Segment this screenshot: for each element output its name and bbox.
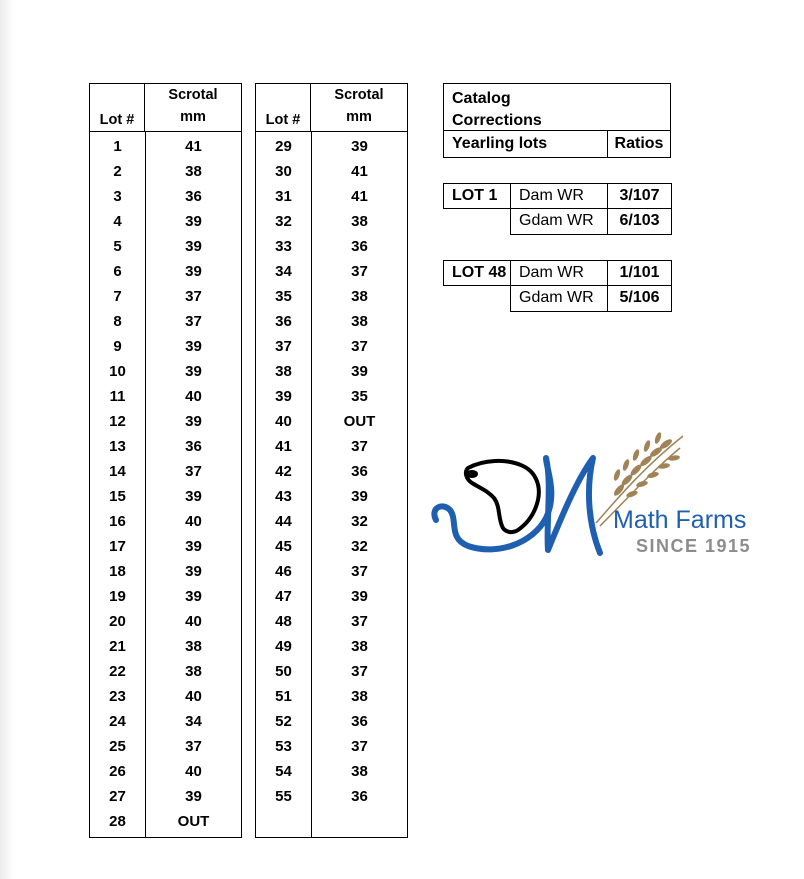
table-cell: 40 <box>185 513 202 530</box>
table-cell: 14 <box>109 463 126 480</box>
ratios-label: Ratios <box>614 135 664 152</box>
table-cell: 32 <box>275 213 292 230</box>
table-cell: 37 <box>351 738 368 755</box>
dam-wr-ratio: 1/101 <box>619 264 660 281</box>
table-cell: 32 <box>351 538 368 555</box>
table-cell: 36 <box>185 188 202 205</box>
table-cell: 36 <box>275 313 292 330</box>
dam-wr-label: Dam WR <box>511 184 608 208</box>
corrections-subheader <box>444 131 670 157</box>
table-cell: 4 <box>113 213 122 230</box>
gdam-wr-ratio: 6/103 <box>619 212 660 229</box>
corrections-title-line1: Catalog <box>452 90 511 107</box>
table-cell: 9 <box>113 338 122 355</box>
table-cell: OUT <box>177 813 210 830</box>
table-cell: 30 <box>275 163 292 180</box>
header-scrotal-mm <box>311 84 407 131</box>
table-cell: 39 <box>351 138 368 155</box>
table-cell: 15 <box>109 488 126 505</box>
lot-label: LOT 1 <box>444 184 511 208</box>
gdam-wr-ratio: 5/106 <box>619 289 660 306</box>
table-cell: 42 <box>275 463 292 480</box>
corrections-title <box>444 84 670 131</box>
table-cell: 8 <box>113 313 122 330</box>
table-cell: 37 <box>275 338 292 355</box>
table-cell: 36 <box>351 238 368 255</box>
table-cell: 40 <box>185 388 202 405</box>
table-cell: 46 <box>275 563 292 580</box>
table-cell: 37 <box>351 663 368 680</box>
table-cell: 49 <box>275 638 292 655</box>
table-cell: 5 <box>113 238 122 255</box>
table-cell: 19 <box>109 588 126 605</box>
table-cell: 34 <box>275 263 292 280</box>
correction-group-lot-1 <box>443 183 672 235</box>
table-header <box>90 84 241 132</box>
table-cell: 39 <box>185 588 202 605</box>
header-mm: mm <box>180 109 206 125</box>
table-cell: 37 <box>185 313 202 330</box>
table-cell: 35 <box>275 288 292 305</box>
table-cell: 38 <box>351 763 368 780</box>
table-cell: 38 <box>351 213 368 230</box>
table-cell: 41 <box>351 188 368 205</box>
lot-label: LOT 48 <box>444 261 511 285</box>
lot-table-right <box>255 83 408 838</box>
table-cell: 37 <box>351 338 368 355</box>
yearling-lots-label: Yearling lots <box>444 131 608 157</box>
table-cell: 23 <box>109 688 126 705</box>
table-cell: 39 <box>185 538 202 555</box>
dam-row <box>443 183 672 209</box>
scrotal-column <box>146 132 241 837</box>
table-cell: 38 <box>275 363 292 380</box>
table-cell: 11 <box>109 388 126 405</box>
table-cell: 24 <box>109 713 126 730</box>
header-scrotal-mm <box>145 84 241 131</box>
correction-group-lot-48 <box>443 260 672 312</box>
table-cell: 50 <box>275 663 292 680</box>
table-cell: 31 <box>275 188 292 205</box>
math-farms-logo <box>428 428 778 563</box>
table-cell: 12 <box>109 413 126 430</box>
table-cell: 39 <box>185 213 202 230</box>
table-cell: 53 <box>275 738 292 755</box>
table-cell: 37 <box>351 613 368 630</box>
table-cell: 17 <box>109 538 126 555</box>
table-cell: 36 <box>185 438 202 455</box>
lot-table-left <box>89 83 242 838</box>
table-cell: 41 <box>351 163 368 180</box>
table-cell: 43 <box>275 488 292 505</box>
table-cell: 55 <box>275 788 292 805</box>
table-cell: 38 <box>351 288 368 305</box>
table-cell: 2 <box>113 163 122 180</box>
table-cell: 38 <box>351 688 368 705</box>
table-cell: 37 <box>185 463 202 480</box>
table-cell: 36 <box>351 788 368 805</box>
table-cell: 51 <box>275 688 292 705</box>
dam-row <box>443 260 672 286</box>
table-cell: 37 <box>185 738 202 755</box>
table-cell: 38 <box>185 163 202 180</box>
cow-head-icon <box>466 461 539 532</box>
table-cell: 6 <box>113 263 122 280</box>
table-cell: 41 <box>185 138 202 155</box>
table-cell: 39 <box>275 388 292 405</box>
table-cell: 38 <box>185 638 202 655</box>
table-cell: 39 <box>185 363 202 380</box>
table-cell: 45 <box>275 538 292 555</box>
logo-name: Math Farms <box>613 506 747 534</box>
table-header <box>256 84 407 132</box>
lot-column <box>256 132 312 837</box>
table-cell: 39 <box>351 363 368 380</box>
table-cell: 25 <box>109 738 126 755</box>
table-cell: 7 <box>113 288 122 305</box>
table-cell: 10 <box>109 363 126 380</box>
catalog-corrections-box <box>443 83 671 158</box>
table-cell: 39 <box>185 263 202 280</box>
table-cell: 39 <box>185 488 202 505</box>
table-cell: 40 <box>185 613 202 630</box>
table-cell: 37 <box>351 263 368 280</box>
lot-column <box>90 132 146 837</box>
gdam-row <box>510 208 672 235</box>
table-cell: 38 <box>351 313 368 330</box>
table-cell: 41 <box>275 438 292 455</box>
table-cell: 20 <box>109 613 126 630</box>
table-cell: 40 <box>185 688 202 705</box>
table-cell: 39 <box>185 788 202 805</box>
table-cell: 28 <box>109 813 126 830</box>
table-cell: 3 <box>113 188 122 205</box>
table-cell: 1 <box>113 138 122 155</box>
header-scrotal: Scrotal <box>334 87 384 103</box>
table-cell: 54 <box>275 763 292 780</box>
cow-ear-icon <box>466 470 478 478</box>
table-cell: 37 <box>351 438 368 455</box>
table-cell: 48 <box>275 613 292 630</box>
dam-wr-ratio: 3/107 <box>619 187 660 204</box>
table-cell: 33 <box>275 238 292 255</box>
header-mm: mm <box>346 109 372 125</box>
dam-wr-label: Dam WR <box>511 261 608 285</box>
table-cell: 36 <box>351 713 368 730</box>
page-edge-shadow <box>0 0 14 879</box>
table-cell: 34 <box>185 713 202 730</box>
table-cell: 29 <box>275 138 292 155</box>
table-cell: 39 <box>185 238 202 255</box>
table-cell: 44 <box>275 513 292 530</box>
table-cell: 37 <box>351 563 368 580</box>
header-lot: Lot # <box>256 84 311 131</box>
corrections-title-line2: Corrections <box>452 112 542 129</box>
table-cell: 32 <box>351 513 368 530</box>
table-cell: 21 <box>109 638 126 655</box>
table-cell: 47 <box>275 588 292 605</box>
table-cell: 13 <box>109 438 126 455</box>
scrotal-column <box>312 132 407 837</box>
table-cell: 26 <box>109 763 126 780</box>
table-cell: 38 <box>351 638 368 655</box>
table-cell: 52 <box>275 713 292 730</box>
table-cell: OUT <box>343 413 376 430</box>
table-cell: 39 <box>351 588 368 605</box>
table-cell: 37 <box>185 288 202 305</box>
gdam-row <box>510 285 672 312</box>
table-cell: 40 <box>275 413 292 430</box>
table-cell: 16 <box>109 513 126 530</box>
table-cell: 39 <box>185 563 202 580</box>
table-cell: 39 <box>351 488 368 505</box>
gdam-wr-label: Gdam WR <box>511 209 608 234</box>
gdam-wr-label: Gdam WR <box>511 286 608 311</box>
header-lot: Lot # <box>90 84 145 131</box>
table-cell: 22 <box>109 663 126 680</box>
table-cell: 39 <box>185 413 202 430</box>
table-cell: 40 <box>185 763 202 780</box>
table-cell: 27 <box>109 788 126 805</box>
table-cell: 35 <box>351 388 368 405</box>
table-cell: 18 <box>109 563 126 580</box>
table-cell: 39 <box>185 338 202 355</box>
header-scrotal: Scrotal <box>168 87 218 103</box>
table-cell: 38 <box>185 663 202 680</box>
logo-since: SINCE 1915 <box>636 536 752 556</box>
table-cell: 36 <box>351 463 368 480</box>
